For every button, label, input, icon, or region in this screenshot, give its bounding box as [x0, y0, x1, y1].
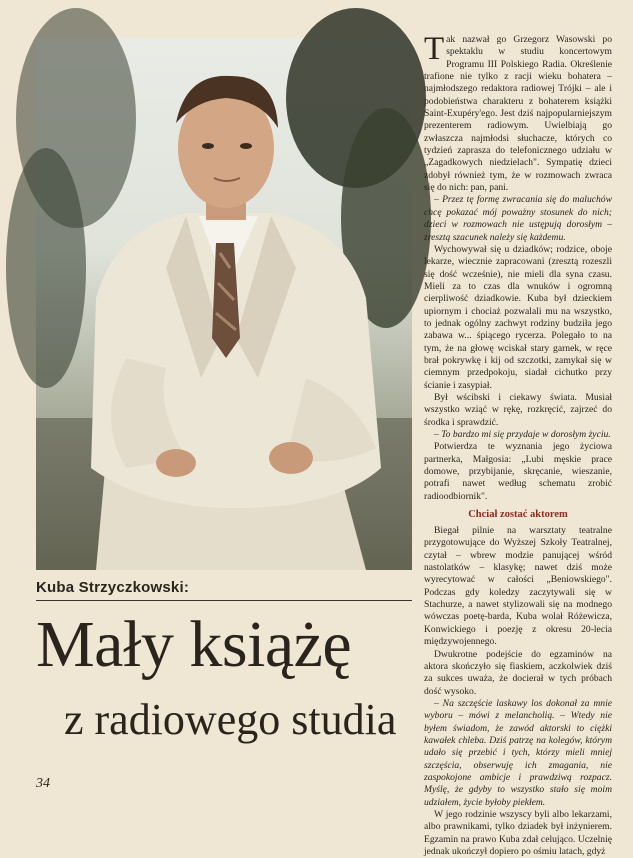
paragraph: Wychowywał się u dziadków; rodzice, oboje lekarze, wiecznie zapracowani (zresztą rozeszli się dość wcześnie), nie mieli dla syna czasu. Mieli za to czas dla wnuków i ogromną cierpliwość dziadkowie. Kuba był dzieckiem upiornym i chociaż pozwalali mu na wszystko, to jednak ogólny zachwyt rodziny budziła jego zabawa w... śpiącego rycerza. Polegało to na tym, że na głowę wciskał stary garnek, w ręce brał pokrywkę i kij od szczotki, zamykał się w ciemnym przedpokoju, siadał cichutko przy ścianie i zasypiał.: [424, 243, 612, 391]
paragraph: Biegał pilnie na warsztaty teatralne przygotowujące do Wyższej Szkoły Teatralnej, czytał – wbrew modzie panującej wśród nastolatków – klasykę; nawet dziś może wyrecytować w całości „Beniowskiego". Podczas gdy koledzy zaczytywali się w Stachurze, a nawet stylizowali się na modnego wówczas poetę-barda, Kuba wolał Różewicza, Konwickiego i poezję z okresu 20-lecia międzywojennego.: [424, 525, 612, 648]
headline-line-2: z radiowego studia: [64, 695, 397, 744]
headline-line-1: Mały książę: [36, 608, 352, 681]
divider-rule: [36, 600, 412, 601]
drop-cap: T: [424, 31, 445, 67]
portrait-photo: [36, 38, 412, 570]
quote-paragraph: – Przez tę formę zwracania się do maluchów chcę pokazać mój poważny stosunek do nich; dzieci w rozmowach nie ustępują dorosłym – zresztą szacunek należy się każdemu.: [424, 194, 612, 243]
paragraph-lead: [424, 31, 612, 194]
page-number: 34: [36, 776, 50, 791]
article-column: [424, 31, 612, 857]
caption-name: Kuba Strzyczkowski:: [36, 579, 190, 596]
subheading: Chciał zostać aktorem: [468, 509, 568, 521]
quote-paragraph: – To bardzo mi się przydaje w dorosłym życiu.: [434, 429, 611, 440]
paragraph: Dwukrotne podejście do egzaminów na aktora skończyło się fiaskiem, aczkolwiek dziś za sukces uważa, że docierał w tych próbach dość wysoko.: [424, 648, 612, 697]
quote-paragraph: – Na szczęście laskawy los dokonał za mnie wyboru – mówi z melancholią. – Wtedy nie byłem świadom, że zawód aktorski to ciężki kawałek chleba. Dziś patrzę na kolegów, którym udało się przebić i tych, którzy mieli mniej szczęścia, obserwuję ich zmagania, nie zaspokojone ambicje i prawdziwą rozpacz. Myślę, że gdyby to wszystko stało się moim udziałem, życie byłoby piekłem.: [424, 697, 612, 808]
paragraph: Był wścibski i ciekawy świata. Musiał wszystko wziąć w rękę, rozkręcić, zajrzeć do środka i sprawdzić.: [424, 391, 612, 428]
paragraph: W jego rodzinie wszyscy byli albo lekarzami, albo prawnikami, tylko dziadek był inżynierem. Egzamin na prawo Kuba zdał celująco. Uczelnię jednak ukończył dopiero po ośmiu latach, gdyż: [424, 808, 612, 857]
paragraph: Potwierdza te wyznania jego życiowa partnerka, Małgosia: „Lubi męskie prace domowe, przybijanie, skręcanie, wieszanie, potrafi nawet według schematu zrobić radioodbiornik".: [424, 441, 612, 502]
paragraph-text: ak nazwał go Grzegorz Wasowski po spektaklu w studiu koncertowym Programu III Polskiego Radia. Określenie trafione nie tylko z racji wieku bohatera – najmłodszego redaktora radiowej Trójki – ale i podobieństwa charakteru z bohaterem książki Saint-Exupéry'ego. Jest dziś najpopularniejszym prezenterem radiowym. Uwielbiają go zwłaszcza najmłodsi słuchacze, których co tydzień zaprasza do telefonicznego udziału w „Zagadkowych niedzielach". Sympatię dzieci zdobył również tym, że w rozmowach zwraca się do nich: pan, pani.: [424, 34, 612, 194]
